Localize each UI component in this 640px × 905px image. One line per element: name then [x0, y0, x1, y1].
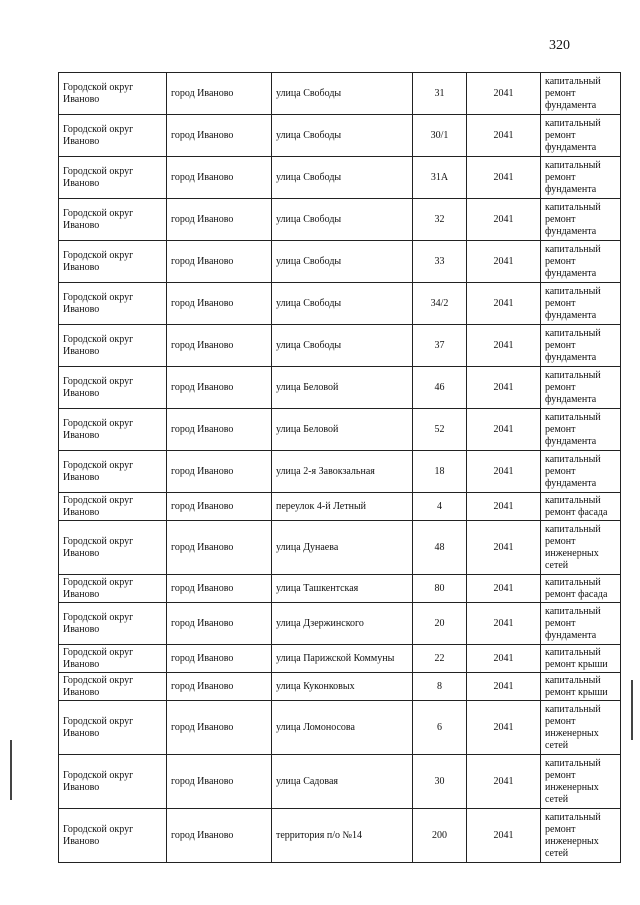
- house-number-cell: 31А: [413, 157, 467, 199]
- city-cell: город Иваново: [167, 451, 272, 493]
- work-type-cell: капитальный ремонт фундамента: [541, 157, 621, 199]
- city-cell: город Иваново: [167, 575, 272, 603]
- work-type-cell: капитальный ремонт фундамента: [541, 325, 621, 367]
- district-cell: Городской округ Иваново: [59, 645, 167, 673]
- street-cell: улица Садовая: [272, 755, 413, 809]
- street-cell: улица Свободы: [272, 157, 413, 199]
- house-number-cell: 48: [413, 521, 467, 575]
- table-row: [59, 73, 621, 115]
- city-cell: город Иваново: [167, 809, 272, 863]
- work-type-cell: капитальный ремонт инженерных сетей: [541, 521, 621, 575]
- work-type-cell: капитальный ремонт фасада: [541, 575, 621, 603]
- house-number-cell: 80: [413, 575, 467, 603]
- work-type-cell: капитальный ремонт фундамента: [541, 367, 621, 409]
- house-number-cell: 34/2: [413, 283, 467, 325]
- table-row: [59, 283, 621, 325]
- table-row: [59, 521, 621, 575]
- work-type-cell: капитальный ремонт фундамента: [541, 241, 621, 283]
- district-cell: Городской округ Иваново: [59, 521, 167, 575]
- district-cell: Городской округ Иваново: [59, 325, 167, 367]
- table-row: [59, 199, 621, 241]
- city-cell: город Иваново: [167, 241, 272, 283]
- year-cell: 2041: [467, 199, 541, 241]
- street-cell: улица Беловой: [272, 367, 413, 409]
- work-type-cell: капитальный ремонт фундамента: [541, 409, 621, 451]
- street-cell: улица Свободы: [272, 241, 413, 283]
- district-cell: Городской округ Иваново: [59, 809, 167, 863]
- house-number-cell: 52: [413, 409, 467, 451]
- city-cell: город Иваново: [167, 409, 272, 451]
- year-cell: 2041: [467, 701, 541, 755]
- scan-mark-left: [10, 740, 12, 800]
- registry-table: [58, 72, 621, 863]
- district-cell: Городской округ Иваново: [59, 451, 167, 493]
- street-cell: улица Свободы: [272, 115, 413, 157]
- year-cell: 2041: [467, 283, 541, 325]
- table-row: [59, 575, 621, 603]
- year-cell: 2041: [467, 367, 541, 409]
- city-cell: город Иваново: [167, 157, 272, 199]
- work-type-cell: капитальный ремонт фундамента: [541, 603, 621, 645]
- house-number-cell: 20: [413, 603, 467, 645]
- table-row: [59, 603, 621, 645]
- table-row: [59, 645, 621, 673]
- house-number-cell: 18: [413, 451, 467, 493]
- house-number-cell: 200: [413, 809, 467, 863]
- house-number-cell: 33: [413, 241, 467, 283]
- house-number-cell: 46: [413, 367, 467, 409]
- house-number-cell: 8: [413, 673, 467, 701]
- year-cell: 2041: [467, 73, 541, 115]
- district-cell: Городской округ Иваново: [59, 755, 167, 809]
- table-row: [59, 241, 621, 283]
- district-cell: Городской округ Иваново: [59, 673, 167, 701]
- street-cell: улица Дзержинского: [272, 603, 413, 645]
- work-type-cell: капитальный ремонт инженерных сетей: [541, 755, 621, 809]
- district-cell: Городской округ Иваново: [59, 157, 167, 199]
- scan-mark-right: [631, 680, 633, 740]
- year-cell: 2041: [467, 409, 541, 451]
- street-cell: улица Ломоносова: [272, 701, 413, 755]
- city-cell: город Иваново: [167, 325, 272, 367]
- work-type-cell: капитальный ремонт фундамента: [541, 199, 621, 241]
- street-cell: переулок 4-й Летный: [272, 493, 413, 521]
- table-row: [59, 451, 621, 493]
- work-type-cell: капитальный ремонт инженерных сетей: [541, 701, 621, 755]
- city-cell: город Иваново: [167, 367, 272, 409]
- city-cell: город Иваново: [167, 645, 272, 673]
- table-row: [59, 809, 621, 863]
- work-type-cell: капитальный ремонт фундамента: [541, 283, 621, 325]
- work-type-cell: капитальный ремонт фасада: [541, 493, 621, 521]
- street-cell: улица Дунаева: [272, 521, 413, 575]
- table-row: [59, 673, 621, 701]
- year-cell: 2041: [467, 521, 541, 575]
- city-cell: город Иваново: [167, 755, 272, 809]
- street-cell: улица Парижской Коммуны: [272, 645, 413, 673]
- table-row: [59, 157, 621, 199]
- work-type-cell: капитальный ремонт инженерных сетей: [541, 809, 621, 863]
- house-number-cell: 31: [413, 73, 467, 115]
- work-type-cell: капитальный ремонт крыши: [541, 645, 621, 673]
- work-type-cell: капитальный ремонт фундамента: [541, 115, 621, 157]
- year-cell: 2041: [467, 575, 541, 603]
- district-cell: Городской округ Иваново: [59, 575, 167, 603]
- page-number: 320: [549, 38, 570, 53]
- house-number-cell: 37: [413, 325, 467, 367]
- year-cell: 2041: [467, 115, 541, 157]
- house-number-cell: 6: [413, 701, 467, 755]
- district-cell: Городской округ Иваново: [59, 115, 167, 157]
- city-cell: город Иваново: [167, 199, 272, 241]
- city-cell: город Иваново: [167, 115, 272, 157]
- work-type-cell: капитальный ремонт фундамента: [541, 73, 621, 115]
- table-row: [59, 325, 621, 367]
- house-number-cell: 30: [413, 755, 467, 809]
- house-number-cell: 4: [413, 493, 467, 521]
- district-cell: Городской округ Иваново: [59, 409, 167, 451]
- year-cell: 2041: [467, 157, 541, 199]
- year-cell: 2041: [467, 809, 541, 863]
- work-type-cell: капитальный ремонт фундамента: [541, 451, 621, 493]
- house-number-cell: 22: [413, 645, 467, 673]
- street-cell: территория п/о №14: [272, 809, 413, 863]
- district-cell: Городской округ Иваново: [59, 199, 167, 241]
- city-cell: город Иваново: [167, 493, 272, 521]
- year-cell: 2041: [467, 645, 541, 673]
- year-cell: 2041: [467, 451, 541, 493]
- table-row: [59, 367, 621, 409]
- table-row: [59, 755, 621, 809]
- city-cell: город Иваново: [167, 73, 272, 115]
- district-cell: Городской округ Иваново: [59, 603, 167, 645]
- street-cell: улица 2-я Завокзальная: [272, 451, 413, 493]
- year-cell: 2041: [467, 755, 541, 809]
- work-type-cell: капитальный ремонт крыши: [541, 673, 621, 701]
- district-cell: Городской округ Иваново: [59, 73, 167, 115]
- city-cell: город Иваново: [167, 521, 272, 575]
- street-cell: улица Ташкентская: [272, 575, 413, 603]
- street-cell: улица Свободы: [272, 325, 413, 367]
- registry-table-body: [59, 73, 621, 863]
- table-row: [59, 493, 621, 521]
- table-row: [59, 701, 621, 755]
- table-row: [59, 115, 621, 157]
- house-number-cell: 32: [413, 199, 467, 241]
- year-cell: 2041: [467, 673, 541, 701]
- year-cell: 2041: [467, 603, 541, 645]
- district-cell: Городской округ Иваново: [59, 283, 167, 325]
- street-cell: улица Свободы: [272, 199, 413, 241]
- year-cell: 2041: [467, 241, 541, 283]
- street-cell: улица Свободы: [272, 73, 413, 115]
- district-cell: Городской округ Иваново: [59, 493, 167, 521]
- house-number-cell: 30/1: [413, 115, 467, 157]
- district-cell: Городской округ Иваново: [59, 241, 167, 283]
- street-cell: улица Беловой: [272, 409, 413, 451]
- city-cell: город Иваново: [167, 603, 272, 645]
- city-cell: город Иваново: [167, 283, 272, 325]
- city-cell: город Иваново: [167, 701, 272, 755]
- street-cell: улица Свободы: [272, 283, 413, 325]
- district-cell: Городской округ Иваново: [59, 367, 167, 409]
- district-cell: Городской округ Иваново: [59, 701, 167, 755]
- year-cell: 2041: [467, 325, 541, 367]
- table-row: [59, 409, 621, 451]
- year-cell: 2041: [467, 493, 541, 521]
- city-cell: город Иваново: [167, 673, 272, 701]
- street-cell: улица Куконковых: [272, 673, 413, 701]
